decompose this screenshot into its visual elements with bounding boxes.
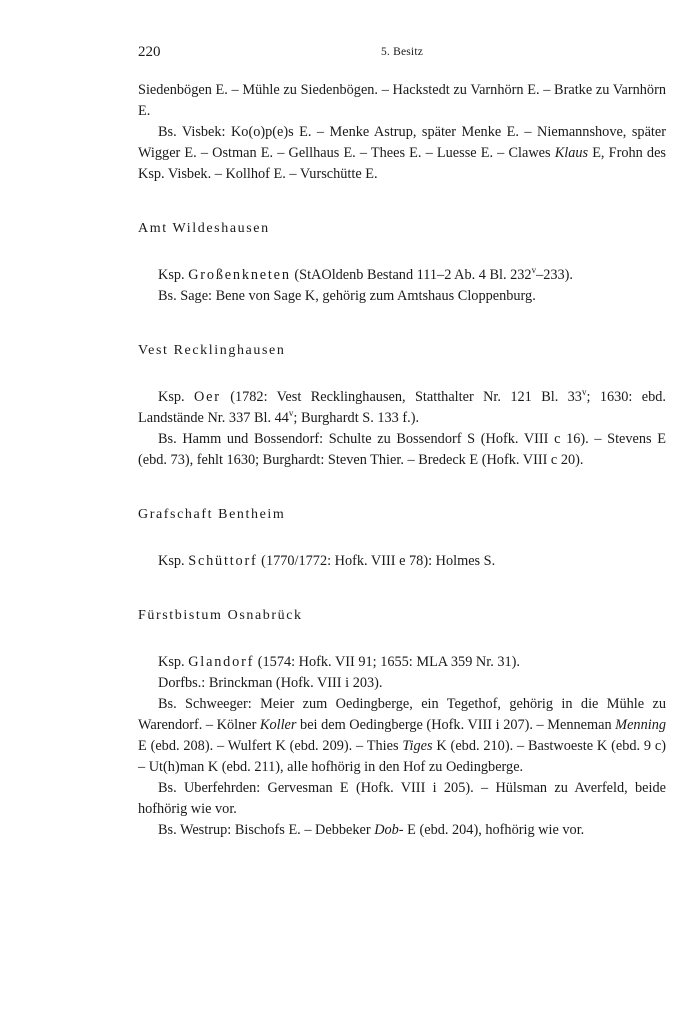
paragraph: [138, 429, 666, 471]
text-run: E (ebd. 208). – Wulfert K (ebd. 209). – Thies: [138, 738, 403, 754]
chapter-title: 5. Besitz: [380, 46, 424, 58]
text-run: (1770/1772: Hofk. VIII e 78): Holmes S.: [257, 553, 496, 569]
paragraph: [138, 694, 666, 778]
paragraph: [138, 652, 666, 673]
text-run: bei dem Oedingberge (Hofk. VIII i 207). – Menneman: [296, 717, 616, 733]
text-run: E (ebd. 204), hofhörig wie vor.: [403, 822, 585, 838]
text-run: Bs. Visbek: Ko(o)p(e)s E. – Menke Astrup, später Menke E. – Niemannshove, später Wigger E. – Ostman E. – Gellhaus E. – Thees E. – Luesse E. – Clawes: [138, 124, 666, 161]
text-run: Dorfbs.: Brinckman (Hofk. VIII i 203).: [158, 675, 383, 691]
paragraph: [138, 286, 666, 307]
italic-text: Klaus: [554, 145, 589, 161]
body-text: [138, 80, 666, 841]
paragraph: [138, 387, 666, 429]
text-run: ; 1630: ebd. Landstände Nr. 337 Bl. 44: [138, 389, 666, 426]
superscript: v: [288, 408, 294, 419]
text-run: Bs. Schweeger: Meier zum Oedingberge, ein Tegethof, gehörig in die Mühle zu Warendorf. – Kölner: [138, 696, 666, 733]
paragraph: [138, 80, 666, 122]
spaced-place-name: Großenkneten: [188, 267, 291, 283]
spaced-place-name: Oer: [194, 389, 221, 405]
text-run: Siedenbögen E. – Mühle zu Siedenbögen. – Hackstedt zu Varnhörn E. – Bratke zu Varnhörn E.: [138, 82, 666, 119]
section-heading: Fürstbistum Osnabrück: [138, 608, 303, 623]
text-run: (1782: Vest Recklinghausen, Statthalter Nr. 121 Bl. 33: [220, 389, 582, 405]
spaced-place-name: Schüttorf: [188, 553, 258, 569]
text-run: Ksp.: [158, 654, 189, 670]
text-run: Ksp.: [158, 389, 194, 405]
italic-text: Dob-: [374, 822, 404, 838]
paragraph: [138, 778, 666, 820]
text-run: E, Frohn des Ksp. Visbek. – Kollhof E. – Vurschütte E.: [138, 145, 666, 182]
spaced-place-name: Glandorf: [188, 654, 255, 670]
text-run: Ksp.: [158, 267, 189, 283]
superscript: v: [531, 265, 537, 276]
text-run: Ksp.: [158, 553, 189, 569]
page-number: 220: [138, 44, 161, 60]
italic-text: Menning: [615, 717, 666, 733]
paragraph: [138, 265, 666, 286]
paragraph: [138, 122, 666, 185]
text-run: (StAOldenb Bestand 111–2 Ab. 4 Bl. 232: [290, 267, 532, 283]
text-run: ; Burghardt S. 133 f.).: [293, 410, 420, 426]
italic-text: Tiges: [402, 738, 433, 754]
superscript: v: [581, 387, 587, 398]
paragraph: [138, 673, 666, 694]
text-run: Bs. Sage: Bene von Sage K, gehörig zum Amtshaus Cloppenburg.: [158, 288, 536, 304]
section-heading: Grafschaft Bentheim: [138, 507, 286, 522]
text-run: (1574: Hofk. VII 91; 1655: MLA 359 Nr. 31).: [254, 654, 521, 670]
text-run: Bs. Hamm und Bossendorf: Schulte zu Bossendorf S (Hofk. VIII c 16). – Stevens E (ebd. 73), fehlt 1630; Burghardt: Steven Thier. – Bredeck E (Hofk. VIII c 20).: [138, 431, 666, 468]
text-run: K (ebd. 210). – Bastwoeste K (ebd. 9 c) – Ut(h)man K (ebd. 211), alle hofhörig in den Hof zu Oedingberge.: [138, 738, 666, 775]
text-run: Bs. Uberfehrden: Gervesman E (Hofk. VIII i 205). – Hülsman zu Averfeld, beide hofhörig wie vor.: [138, 780, 666, 817]
section-heading: Amt Wildeshausen: [138, 221, 270, 236]
section-heading: Vest Recklinghausen: [138, 343, 286, 358]
running-head: [138, 44, 666, 66]
paragraph: [138, 551, 666, 572]
text-run: Bs. Westrup: Bischofs E. – Debbeker: [158, 822, 375, 838]
text-run: –233).: [536, 267, 574, 283]
paragraph: [138, 820, 666, 841]
italic-text: Koller: [259, 717, 297, 733]
